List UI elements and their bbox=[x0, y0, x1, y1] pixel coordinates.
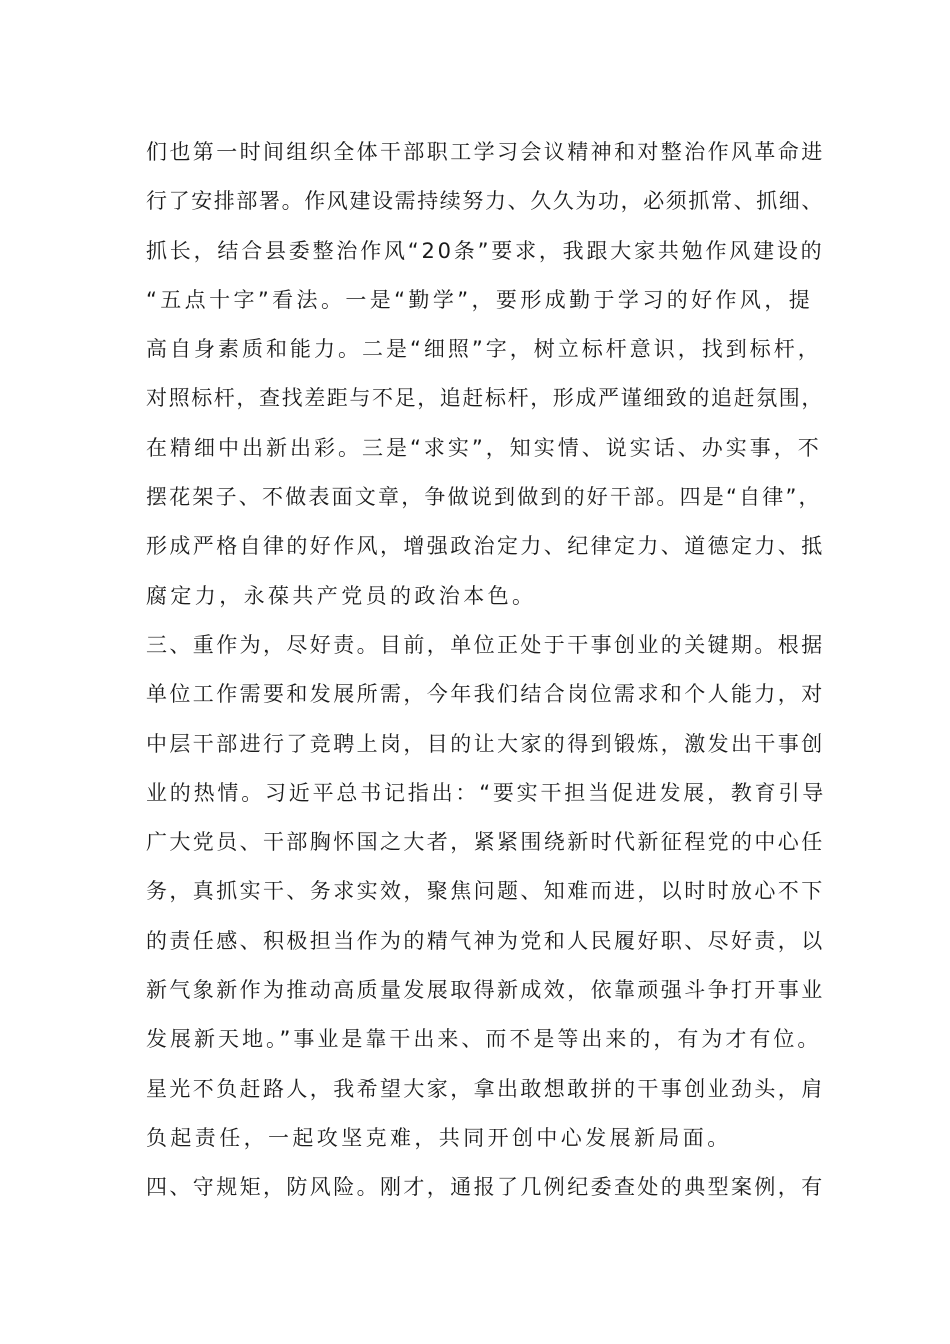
text-line: 行了安排部署。作风建设需持续努力、久久为功，必须抓常、抓细、 bbox=[146, 189, 824, 214]
text-line: 腐定力，永葆共产党员的政治本色。 bbox=[146, 583, 537, 608]
text-line: 星光不负赶路人，我希望大家，拿出敢想敢拼的干事创业劲头，肩 bbox=[146, 1076, 825, 1101]
text-line: 务，真抓实干、务求实效，聚焦问题、知难而进，以时时放心不下 bbox=[146, 879, 825, 904]
text-line: 形成严格自律的好作风，增强政治定力、纪律定力、道德定力、抵 bbox=[146, 534, 825, 559]
text-line: 对照标杆，查找差距与不足，追赶标杆，形成严谨细致的追赶氛围， bbox=[146, 386, 824, 411]
section-heading-line: 四、守规矩，防风险。刚才，通报了几例纪委查处的典型案例，有 bbox=[146, 1175, 825, 1200]
text-line: 发展新天地。”事业是靠干出来、而不是等出来的，有为才有位。 bbox=[146, 1027, 822, 1052]
text-line: 负起责任，一起攻坚克难，共同开创中心发展新局面。 bbox=[146, 1125, 732, 1150]
text-line: 抓长，结合县委整治作风“20条”要求，我跟大家共勉作风建设的 bbox=[146, 238, 825, 263]
text-line: 的责任感、积极担当作为的精气神为党和人民履好职、尽好责，以 bbox=[146, 928, 825, 953]
text-line: 们也第一时间组织全体干部职工学习会议精神和对整治作风革命进 bbox=[146, 140, 825, 164]
section-heading-line: 三、重作为，尽好责。目前，单位正处于干事创业的关键期。根据 bbox=[146, 632, 825, 657]
text-line: 单位工作需要和发展所需，今年我们结合岗位需求和个人能力，对 bbox=[146, 682, 825, 707]
text-line: 高自身素质和能力。二是“细照”字，树立标杆意识，找到标杆， bbox=[146, 337, 822, 362]
text-line: “五点十字”看法。一是“勤学”，要形成勤于学习的好作风，提 bbox=[146, 287, 814, 312]
text-line: 在精细中出新出彩。三是“求实”，知实情、说实话、办实事，不 bbox=[146, 435, 822, 460]
text-line: 业的热情。习近平总书记指出：“要实干担当促进发展，教育引导 bbox=[146, 780, 827, 805]
text-line: 摆花架子、不做表面文章，争做说到做到的好干部。四是“自律”， bbox=[146, 485, 822, 510]
document-body bbox=[146, 128, 826, 1213]
text-line: 广大党员、干部胸怀国之大者，紧紧围绕新时代新征程党的中心任 bbox=[146, 830, 825, 855]
text-line: 中层干部进行了竞聘上岗，目的让大家的得到锻炼，激发出干事创 bbox=[146, 731, 825, 756]
text-line: 新气象新作为推动高质量发展取得新成效，依靠顽强斗争打开事业 bbox=[146, 978, 825, 1003]
